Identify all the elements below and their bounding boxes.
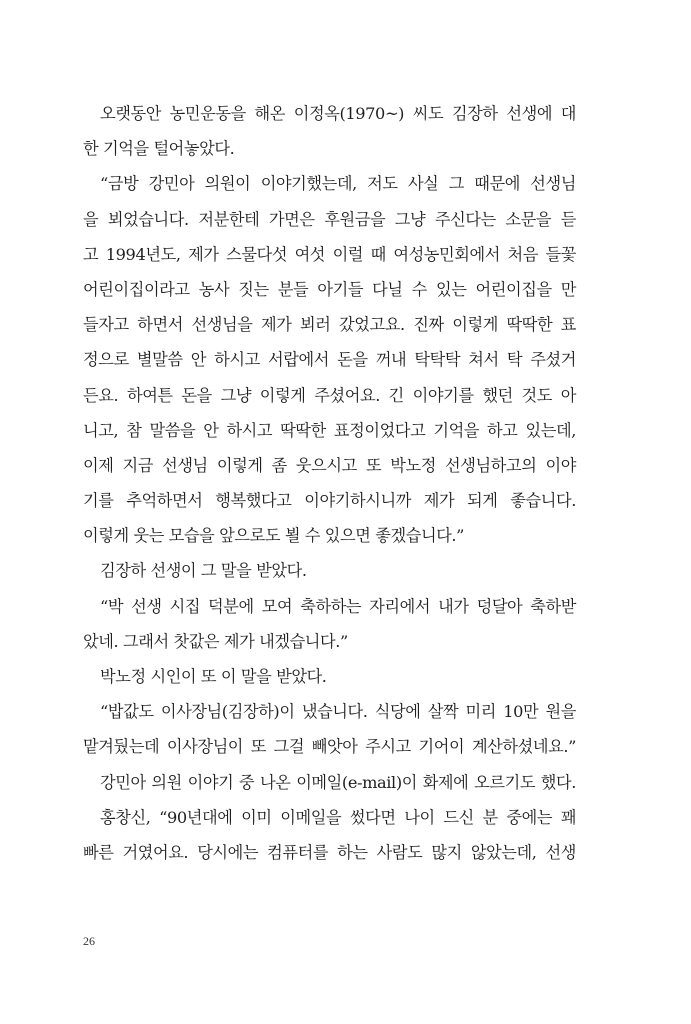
page-number: 26 [83,934,95,948]
text-line: 을 뵈었습니다. 저분한테 가면은 후원금을 그냥 주신다는 소문을 듣 [83,209,576,229]
text-line: 어린이집이라고 농사 짓는 분들 아기들 다닐 수 있는 어린이집을 만 [83,279,576,299]
body-text [83,96,576,870]
text-line: 이제 지금 선생님 이렇게 좀 웃으시고 또 박노정 선생님하고의 이야 [83,455,576,475]
text-line: 았네. 그래서 찻값은 제가 내겠습니다.” [83,631,348,651]
text-line: 박노정 시인이 또 이 말을 받았다. [100,667,327,686]
text-line: “밥값도 이사장님(김장하)이 냈습니다. 식당에 살짝 미리 10만 원을 [100,702,576,722]
text-line: 홍창신, “90년대에 이미 이메일을 썼다면 나이 드신 분 중에는 꽤 [100,807,576,827]
text-line: 들자고 하면서 선생님을 제가 뵈러 갔었고요. 진짜 이렇게 딱딱한 표 [83,315,576,335]
text-line: 김장하 선생이 그 말을 받았다. [100,561,307,581]
text-line: 이렇게 웃는 모습을 앞으로도 뵐 수 있으면 좋겠습니다.” [83,526,465,546]
text-line: “금방 강민아 의원이 이야기했는데, 저도 사실 그 때문에 선생님 [100,174,576,194]
text-line: 고 1994년도, 제가 스물다섯 여섯 이럴 때 여성농민회에서 처음 들꽃 [83,244,576,264]
text-line: 한 기억을 털어놓았다. [83,139,235,159]
text-line: 든요. 하여튼 돈을 그냥 이렇게 주셨어요. 긴 이야기를 했던 것도 아 [83,385,576,405]
text-line: “박 선생 시집 덕분에 모여 축하하는 자리에서 내가 덩달아 축하받 [100,596,576,616]
text-line: 니고, 참 말씀을 안 하시고 딱딱한 표정이었다고 기억을 하고 있는데, [83,420,576,440]
text-line: 기를 추억하면서 행복했다고 이야기하시니까 제가 되게 좋습니다. [83,491,576,511]
text-line: 강민아 의원 이야기 중 나온 이메일(e-mail)이 화제에 오르기도 했다. [100,772,576,792]
text-line: 정으로 별말씀 안 하시고 서랍에서 돈을 꺼내 탁탁탁 쳐서 탁 주셨거 [83,350,576,370]
text-line: 오랫동안 농민운동을 해온 이정옥(1970~) 씨도 김장하 선생에 대 [100,104,576,123]
text-line: 빠른 거였어요. 당시에는 컴퓨터를 하는 사람도 많지 않았는데, 선생 [83,842,576,862]
text-line: 맡겨뒀는데 이사장님이 또 그걸 빼앗아 주시고 기어이 계산하셨네요.” [83,737,576,757]
